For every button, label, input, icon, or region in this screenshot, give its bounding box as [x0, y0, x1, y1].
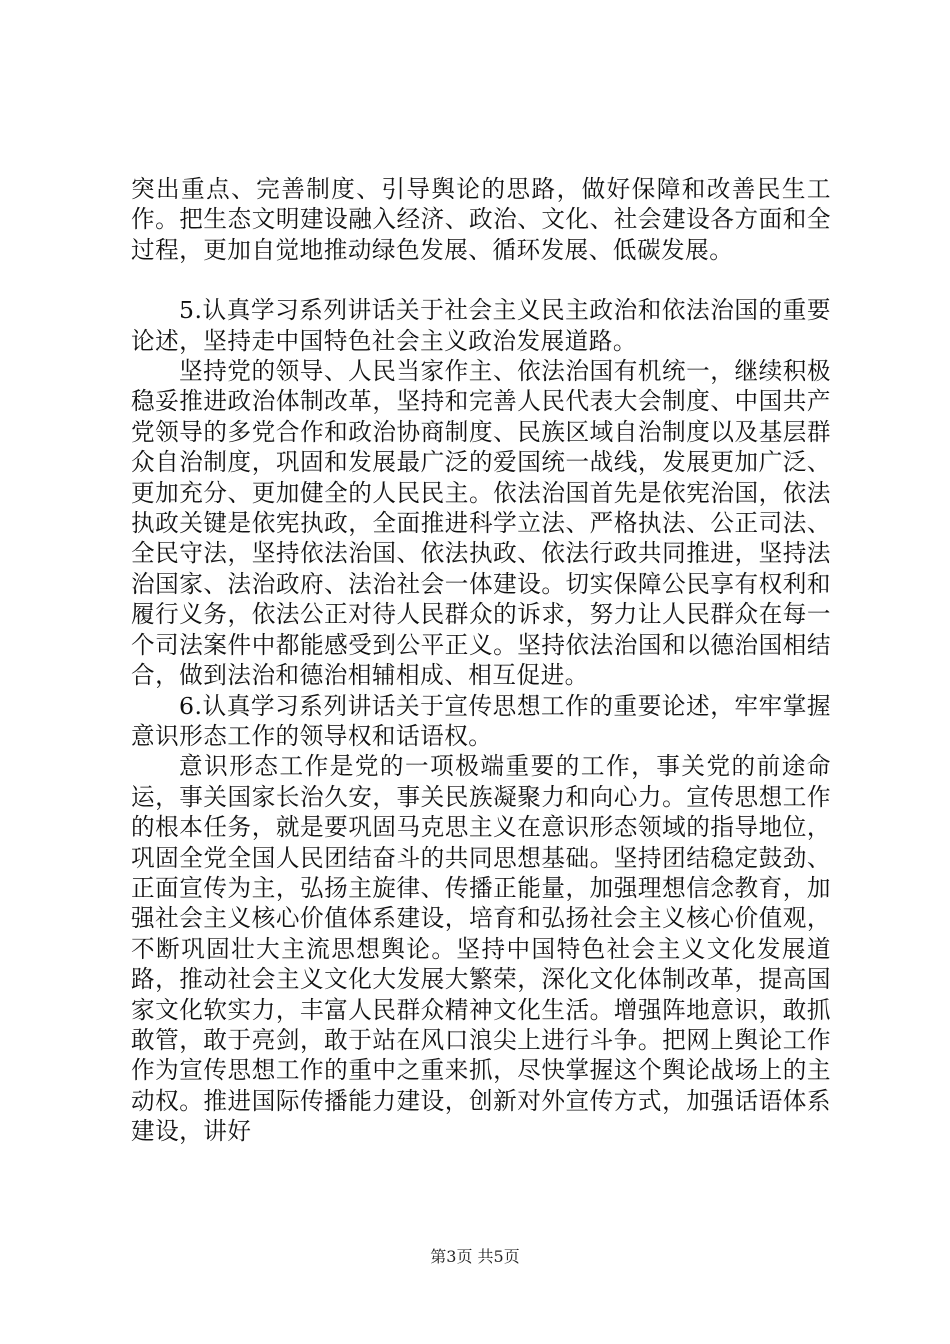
page-number: 第3页 共5页	[430, 1247, 520, 1266]
paragraph-continuation: 突出重点、完善制度、引导舆论的思路，做好保障和改善民生工作。把生态文明建设融入经济、政治、文化、社会建设各方面和全过程，更加自觉地推动绿色发展、循环发展、低碳发展。	[131, 175, 831, 264]
document-body	[131, 174, 831, 1147]
heading-item-6: 6.认真学习系列讲话关于宣传思想工作的重要论述，牢牢掌握意识形态工作的领导权和话语权。	[131, 691, 831, 750]
heading-item-5: 5.认真学习系列讲话关于社会主义民主政治和依法治国的重要论述，坚持走中国特色社会主义政治发展道路。	[131, 296, 831, 355]
paragraph-ideology: 意识形态工作是党的一项极端重要的工作，事关党的前途命运，事关国家长治久安，事关民族凝聚力和向心力。宣传思想工作的根本任务，就是要巩固马克思主义在意识形态领域的指导地位，巩固全党全国人民团结奋斗的共同思想基础。坚持团结稳定鼓劲、正面宣传为主，弘扬主旋律、传播正能量，加强理想信念教育，加强社会主义核心价值体系建设，培育和弘扬社会主义核心价值观，不断巩固壮大主流思想舆论。坚持中国特色社会主义文化发展道路，推动社会主义文化大发展大繁荣，深化文化体制改革，提高国家文化软实力，丰富人民群众精神文化生活。增强阵地意识，敢抓敢管，敢于亮剑，敢于站在风口浪尖上进行斗争。把网上舆论工作作为宣传思想工作的重中之重来抓，尽快掌握这个舆论战场上的主动权。推进国际传播能力建设，创新对外宣传方式，加强话语体系建设，讲好	[131, 752, 831, 1146]
paragraph-rule-of-law: 坚持党的领导、人民当家作主、依法治国有机统一，继续积极稳妥推进政治体制改革，坚持和完善人民代表大会制度、中国共产党领导的多党合作和政治协商制度、民族区域自治制度以及基层群众自治制度，巩固和发展最广泛的爱国统一战线，发展更加广泛、更加充分、更加健全的人民民主。依法治国首先是依宪治国，依法执政关键是依宪执政，全面推进科学立法、严格执法、公正司法、全民守法，坚持依法治国、依法执政、依法行政共同推进，坚持法治国家、法治政府、法治社会一体建设。切实保障公民享有权利和履行义务，依法公正对待人民群众的诉求，努力让人民群众在每一个司法案件中都能感受到公平正义。坚持依法治国和以德治国相结合，做到法治和德治相辅相成、相互促进。	[131, 357, 831, 690]
